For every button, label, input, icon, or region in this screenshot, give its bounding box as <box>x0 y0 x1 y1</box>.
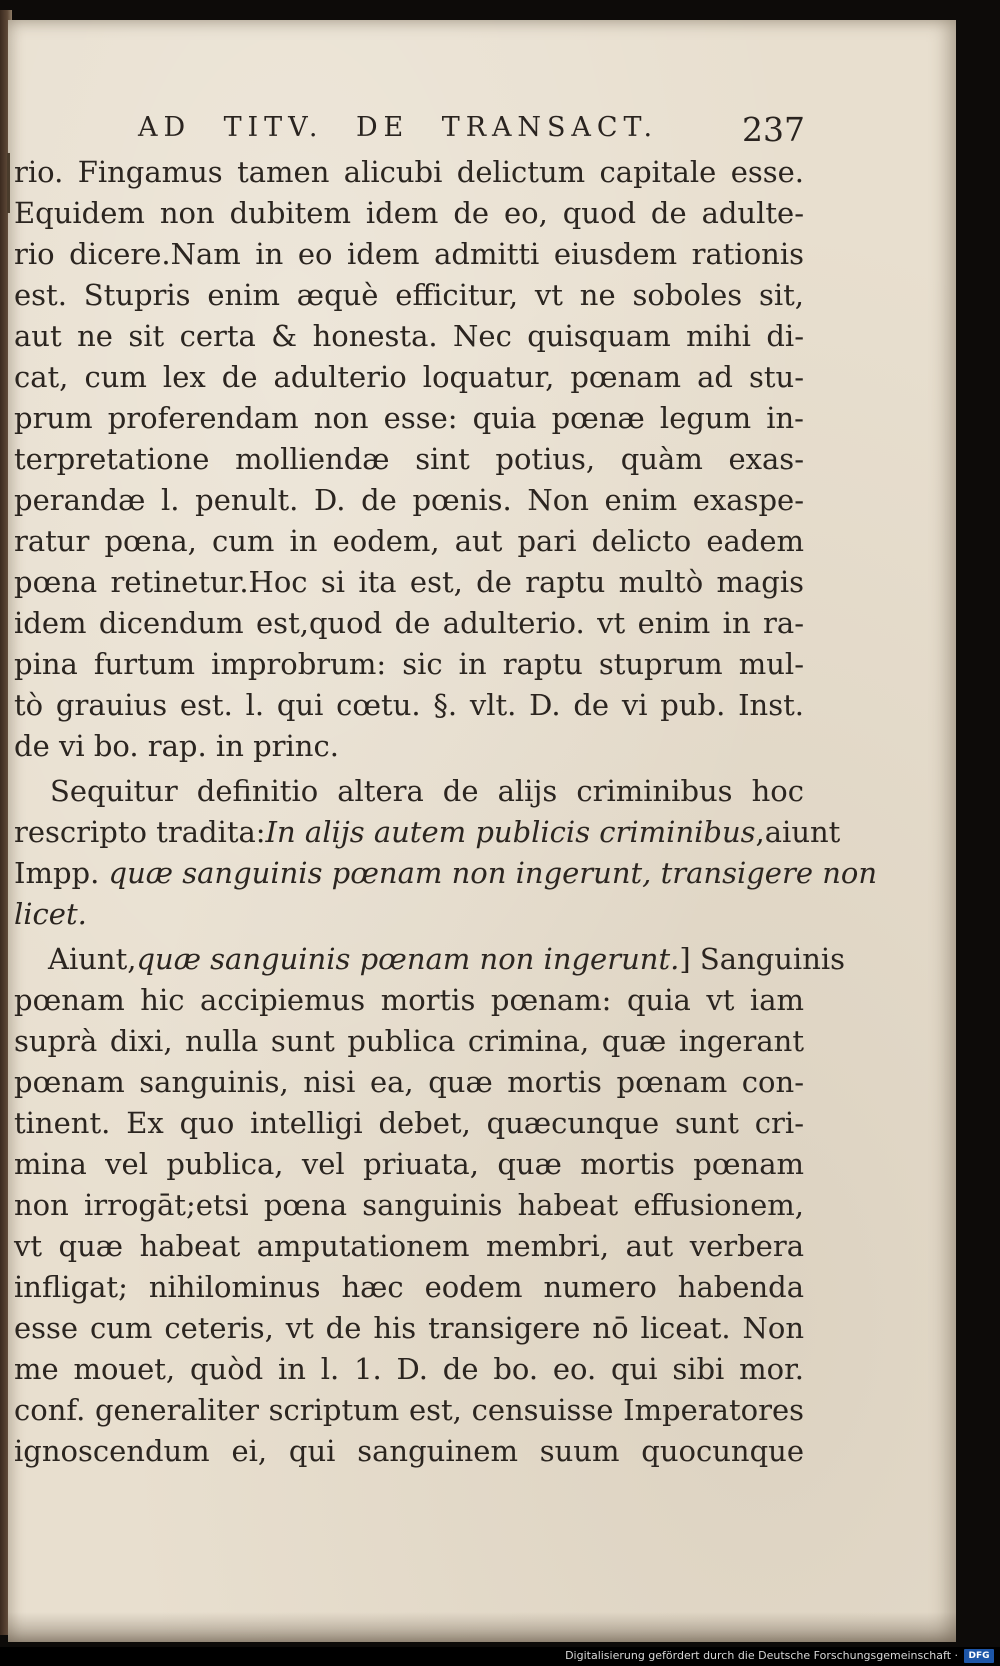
text-line: infligat; nihilominus hæc eodem numero habenda <box>14 1270 804 1304</box>
text-line: ratur pœna, cum in eodem, aut pari delicto eadem <box>14 524 804 558</box>
text-line: de vi bo. rap. in princ. <box>14 729 339 763</box>
text-span: ] Sanguinis <box>679 942 846 976</box>
running-head-titv: TITV. <box>223 112 324 143</box>
text-span: Impp. <box>14 856 100 890</box>
text-line: cat, cum lex de adulterio loquatur, pœnam ad stu- <box>14 360 804 394</box>
text-span: ,aiunt <box>755 815 841 849</box>
text-line: rio dicere.Nam in eo idem admitti eiusdem rationis <box>14 237 804 271</box>
text-line: est. Stupris enim æquè efficitur, vt ne soboles sit, <box>14 278 804 312</box>
italic-quote: quæ sanguinis pœnam non ingerunt, transigere non <box>108 856 878 890</box>
italic-quote: In alijs autem publicis criminibus <box>265 815 756 849</box>
text-line: esse cum ceteris, vt de his transigere nō liceat. Non <box>14 1311 804 1345</box>
text-line: mina vel publica, vel priuata, quæ mortis pœnam <box>14 1147 804 1181</box>
text-line: pœnam hic accipiemus mortis pœnam: quia vt iam <box>14 983 804 1017</box>
page-number: 237 <box>742 110 805 149</box>
text-line: ignoscendum ei, qui sanguinem suum quocunque <box>14 1434 804 1468</box>
text-line <box>14 853 878 894</box>
margin-mark <box>7 153 10 213</box>
text-span: Sequitur definitio altera de alijs criminibus hoc <box>50 774 804 808</box>
italic-quote: licet. <box>14 897 87 931</box>
running-head-transact: TRANSACT. <box>441 112 658 143</box>
text-line: perandæ l. penult. D. de pœnis. Non enim exaspe- <box>14 483 804 517</box>
text-line: suprà dixi, nulla sunt publica crimina, quæ ingerant <box>14 1024 804 1058</box>
text-line: non irrogāt;etsi pœna sanguinis habeat effusionem, <box>14 1188 804 1222</box>
text-line: tinent. Ex quo intelligi debet, quæcunque sunt cri- <box>14 1106 804 1140</box>
footer-credit: Digitalisierung gefördert durch die Deutsche Forschungsgemeinschaft · <box>565 1649 958 1662</box>
text-span: rescripto tradita: <box>14 815 266 849</box>
text-line: idem dicendum est,quod de adulterio. vt enim in ra- <box>14 606 804 640</box>
text-line: prum proferendam non esse: quia pœnæ legum in- <box>14 401 804 435</box>
text-line: pina furtum improbrum: sic in raptu stuprum mul- <box>14 647 804 681</box>
text-line <box>14 894 804 935</box>
text-line: me mouet, quòd in l. 1. D. de bo. eo. qui sibi mor. <box>14 1352 804 1386</box>
running-head <box>138 112 658 143</box>
text-line: conf. generaliter scriptum est, censuisse Imperatores <box>14 1393 804 1427</box>
text-line: rio. Fingamus tamen alicubi delictum capitale esse. <box>14 155 804 189</box>
text-line: aut ne sit certa & honesta. Nec quisquam mihi di- <box>14 319 804 353</box>
text-line: pœnam sanguinis, nisi ea, quæ mortis pœnam con- <box>14 1065 804 1099</box>
text-line: Equidem non dubitem idem de eo, quod de adulte- <box>14 196 804 230</box>
text-line: vt quæ habeat amputationem membri, aut verbera <box>14 1229 804 1263</box>
text-line: terpretatione molliendæ sint potius, quàm exas- <box>14 442 804 476</box>
italic-quote: quæ sanguinis pœnam non ingerunt. <box>136 942 680 976</box>
text-span: Aiunt, <box>48 942 137 976</box>
text-line <box>14 812 841 853</box>
running-head-ad: AD <box>138 112 192 143</box>
running-head-de: DE <box>355 112 410 143</box>
text-line <box>14 771 804 812</box>
text-line: pœna retinetur.Hoc si ita est, de raptu multò magis <box>14 565 804 599</box>
body-text <box>14 152 878 1472</box>
page-shadow <box>8 1612 956 1642</box>
text-line: tò grauius est. l. qui cœtu. §. vlt. D. de vi pub. Inst. <box>14 688 804 722</box>
text-line <box>14 939 846 980</box>
dfg-logo-icon: DFG <box>964 1649 994 1663</box>
